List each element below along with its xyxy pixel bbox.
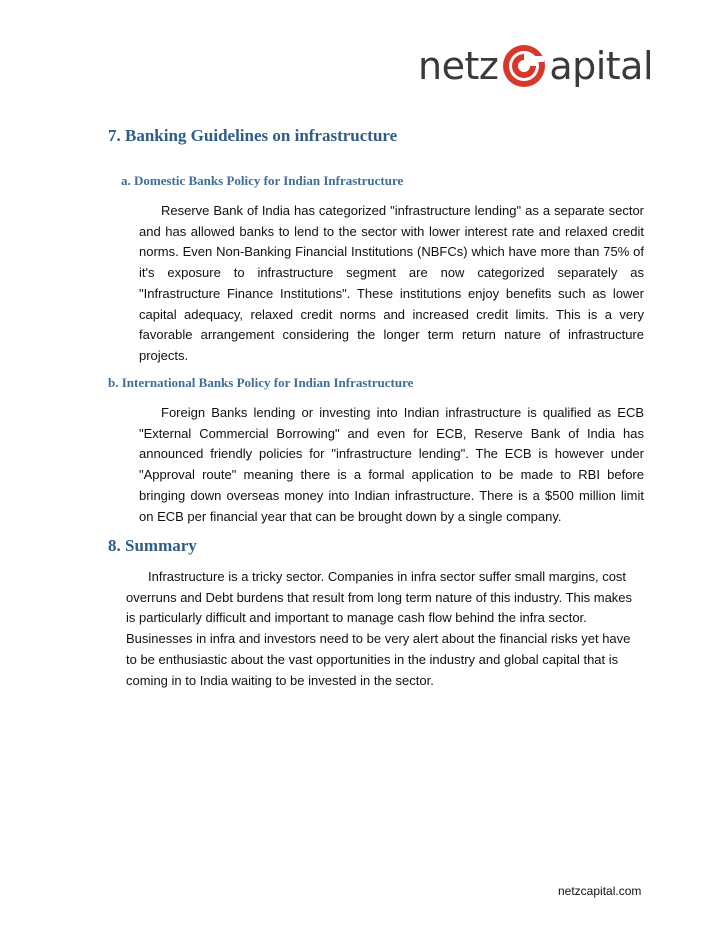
section-7a-body: Reserve Bank of India has categorized "infrastructure lending" as a separate sector and has allowed banks to lend to the sector with lower interest rate and relaxed credit norms. Even Non-Banking Financial Institutions (NBFCs) which have more than 75% of it's exposure to infrastructure segment are now categorized separately as "Infrastructure Finance Institutions". These institutions enjoy benefits such as lower capital adequacy, relaxed credit norms and increased credit limits. This is a very favorable arrangement considering the longer term return nature of infrastructure projects. <box>139 203 644 363</box>
logo-text-left: netz <box>418 44 499 88</box>
footer-url: netzcapital.com <box>558 884 642 898</box>
netzcapital-logo <box>418 36 653 96</box>
section-8-body: Infrastructure is a tricky sector. Companies in infra sector suffer small margins, cost overruns and Debt burdens that result from long term nature of this industry. This makes is particularly difficult and important to manage cash flow behind the infra sector. Businesses in infra and investors need to be very alert about the financial risks yet have to be enthusiastic about the vast opportunities in the industry and global capital that is coming in to India waiting to be invested in the sector. <box>126 569 633 688</box>
logo-text-right: apital <box>549 44 654 88</box>
section-7b-heading: b. International Banks Policy for Indian Infrastructure <box>108 375 414 390</box>
netzcapital-c-mark-icon <box>500 42 548 90</box>
section-8-heading: 8. Summary <box>108 536 197 555</box>
section-7a-heading: a. Domestic Banks Policy for Indian Infrastructure <box>121 173 404 188</box>
section-7b-body: Foreign Banks lending or investing into Indian infrastructure is qualified as ECB "External Commercial Borrowing" and even for ECB, Reserve Bank of India has announced friendly policies for "infrastructure lending". The ECB is however under "Approval route" meaning there is a formal application to be made to RBI before bringing down overseas money into Indian infrastructure. There is a $500 million limit on ECB per financial year that can be brought down by a single company. <box>139 405 644 524</box>
section-7-heading: 7. Banking Guidelines on infrastructure <box>108 126 398 145</box>
